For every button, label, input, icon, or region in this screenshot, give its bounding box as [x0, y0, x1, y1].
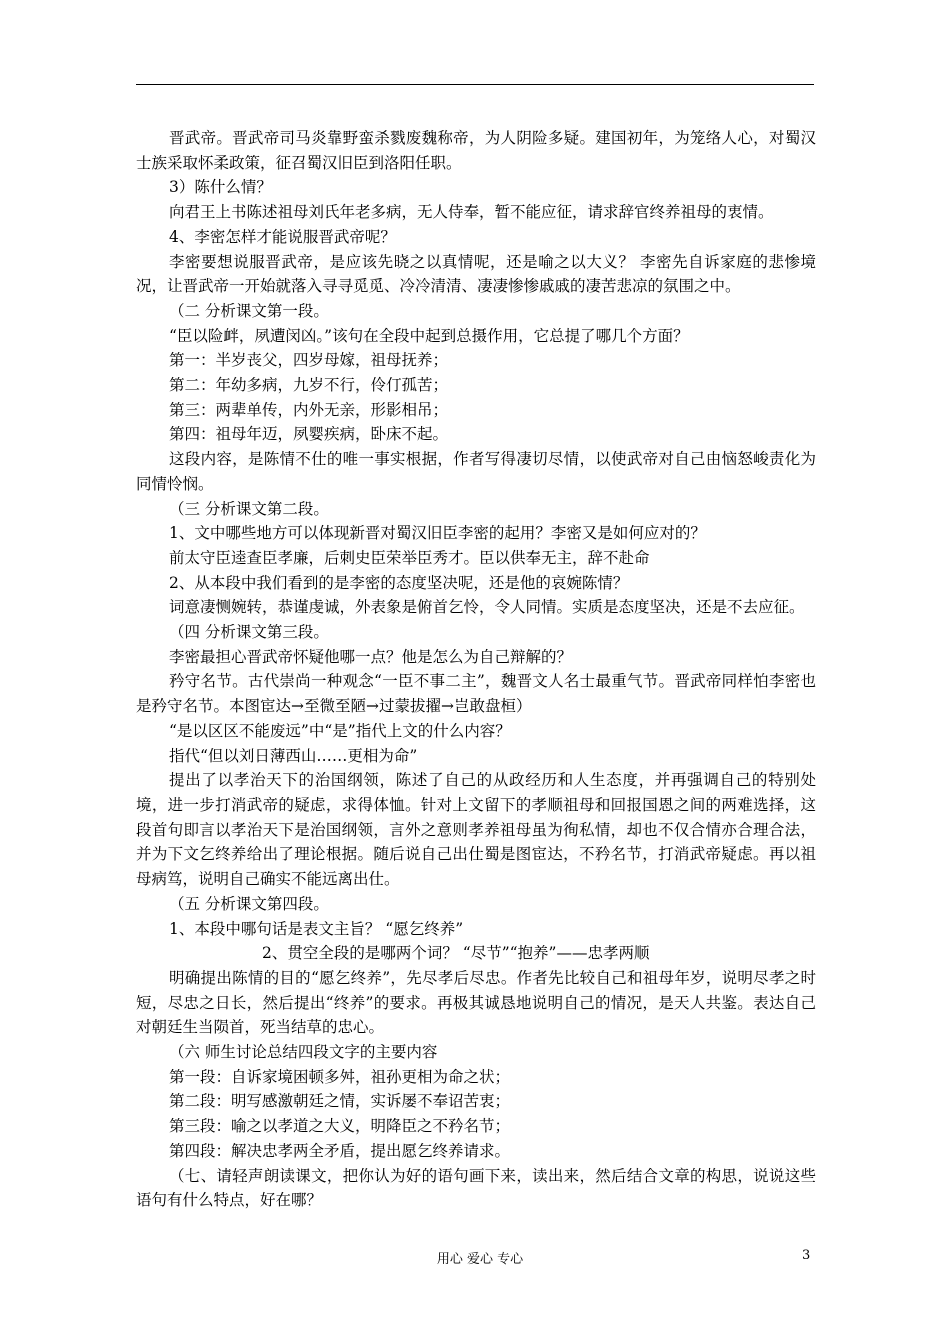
paragraph: 矜守名节。古代崇尚一种观念“一臣不事二主”，魏晋文人名士最重气节。晋武帝同样怕李密也是矜守名节。本图宦达→至微至陋→过蒙拔擢→岂敢盘桓）: [136, 672, 816, 716]
paragraph: 1、文中哪些地方可以体现新晋对蜀汉旧臣李密的起用？李密又是如何应对的？: [169, 524, 706, 543]
paragraph: 3）陈什么情？: [169, 178, 272, 197]
paragraph: （七、请轻声朗读课文，把你认为好的语句画下来，读出来，然后结合文章的构思，说说这些语句有什么特点，好在哪？: [136, 1166, 816, 1210]
paragraph: “是以区区不能废远”中“是”指代上文的什么内容？: [169, 721, 511, 740]
paragraph: 第四：祖母年迈，夙婴疾病，卧床不起。: [169, 425, 449, 444]
paragraph: 李密要想说服晋武帝，是应该先晓之以真情呢，还是喻之以大义？ 李密先自诉家庭的悲惨境况，让晋武帝一开始就落入寻寻觅觅、冷冷清清、凄凄惨惨戚戚的凄苦悲凉的氛围之中。: [136, 252, 816, 296]
footer-slogan: 用心 爱心 专心: [436, 1252, 524, 1267]
paragraph: 词意凄恻婉转，恭谨虔诚，外表象是俯首乞怜，令人同情。实质是态度坚决，还是不去应征。: [169, 598, 805, 617]
paragraph: （六 师生讨论总结四段文字的主要内容: [169, 1043, 438, 1062]
header-rule: [136, 84, 814, 85]
paragraph: 第四段：解决忠孝两全矛盾，提出愿乞终养请求。: [169, 1141, 511, 1160]
document-body: [136, 126, 816, 1213]
paragraph: 第二段：明写感激朝廷之情，实诉屡不奉诏苦衷；: [169, 1092, 511, 1111]
paragraph: 明确提出陈情的目的“愿乞终养”，先尽孝后尽忠。作者先比较自己和祖母年岁，说明尽孝之时短，尽忠之日长，然后提出“终养”的要求。再极其诚恳地说明自己的情况，是天人共鉴。表达自己对朝廷生当陨首，死当结草的忠心。: [136, 968, 816, 1037]
paragraph: 李密最担心晋武帝怀疑他哪一点？他是怎么为自己辩解的？: [169, 647, 573, 666]
paragraph: “臣以险衅，夙遭闵凶。”该句在全段中起到总摄作用，它总提了哪几个方面？: [169, 326, 689, 345]
paragraph: 第二：年幼多病，九岁不行，伶仃孤苦；: [169, 376, 449, 395]
paragraph: 指代“但以刘日薄西山……更相为命”: [169, 746, 418, 765]
paragraph: 第一段：自诉家境困顿多舛，祖孙更相为命之状；: [169, 1067, 511, 1086]
paragraph: （五 分析课文第四段。: [169, 894, 329, 913]
paragraph: 2、从本段中我们看到的是李密的态度坚决呢，还是他的哀婉陈情？: [169, 573, 629, 592]
paragraph: 这段内容，是陈情不仕的唯一事实根据，作者写得凄切尽情，以使武帝对自己由恼怒峻责化为同情怜悯。: [136, 450, 816, 493]
paragraph: 第一：半岁丧父，四岁母嫁，祖母抚养；: [169, 351, 449, 370]
page-number: 3: [802, 1248, 811, 1263]
paragraph: 第三段：喻之以孝道之大义，明降臣之不矜名节；: [169, 1117, 511, 1136]
paragraph: 晋武帝。晋武帝司马炎靠野蛮杀戮废魏称帝，为人阴险多疑。建国初年，为笼络人心，对蜀汉士族采取怀柔政策，征召蜀汉旧臣到洛阳任职。: [136, 129, 816, 172]
paragraph: （二 分析课文第一段。: [169, 301, 329, 320]
paragraph: 提出了以孝治天下的治国纲领，陈述了自己的从政经历和人生态度，并再强调自己的特别处境，进一步打消武帝的疑虑，求得体恤。针对上文留下的孝顺祖母和回报国恩之间的两难选择，这段首句即言以孝治天下是治国纲领，言外之意则孝养祖母虽为徇私情，却也不仅合情亦合理合法，并为下文乞终养给出了理论根据。随后说自己出仕蜀是图宦达，不矜名节，打消武帝疑虑。再以祖母病笃，说明自己确实不能远离出仕。: [136, 771, 816, 889]
paragraph: 4、李密怎样才能说服晋武帝呢？: [169, 227, 396, 246]
paragraph: （三 分析课文第二段。: [169, 499, 329, 518]
paragraph: 1、本段中哪句话是表文主旨？ “愿乞终养”: [169, 919, 464, 938]
paragraph: 向君王上书陈述祖母刘氏年老多病，无人侍奉，暂不能应征，请求辞官终养祖母的衷情。: [169, 203, 774, 222]
paragraph: 2、贯空全段的是哪两个词？ “尽节”“抱养”——忠孝两顺: [262, 944, 650, 963]
paragraph: 前太守臣逵查臣孝廉，后刺史臣荣举臣秀才。臣以供奉无主，辞不赴命: [169, 548, 650, 567]
paragraph: 第三：两辈单传，内外无亲，形影相吊；: [169, 400, 449, 419]
paragraph: （四 分析课文第三段。: [169, 623, 329, 642]
